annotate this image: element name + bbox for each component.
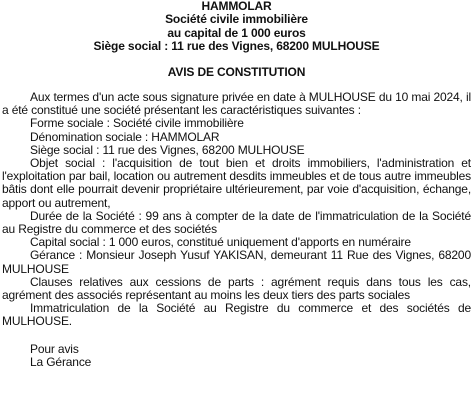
paragraph-registration: Immatriculation de la Société au Registre du commerce et des sociétés de MULHOUSE. <box>2 301 471 329</box>
paragraph-registered-office: Siège social : 11 rue des Vignes, 68200 MULHOUSE <box>30 142 305 157</box>
paragraph-intro: Aux termes d'un acte sous signature privée en date à MULHOUSE du 10 mai 2024, il a été constitué une société présentant les caractéristiques suivantes : <box>2 90 471 118</box>
company-name: HAMMOLAR <box>201 0 272 13</box>
signature-line-gerance: La Gérance <box>30 355 92 370</box>
notice-header <box>2 0 471 54</box>
signature-block <box>2 343 471 370</box>
notice-title: AVIS DE CONSTITUTION <box>167 64 306 79</box>
paragraph-management: Gérance : Monsieur Joseph Yusuf YAKISAN, demeurant 11 Rue des Vignes, 68200 MULHOUSE <box>2 248 471 276</box>
registered-office: Siège social : 11 rue des Vignes, 68200 MULHOUSE <box>93 39 380 54</box>
notice-body <box>2 91 471 329</box>
company-form: Société civile immobilière <box>165 12 308 27</box>
paragraph-share-capital: Capital social : 1 000 euros, constitué uniquement d'apports en numéraire <box>30 235 411 250</box>
signature-line-pour-avis: Pour avis <box>30 341 79 356</box>
paragraph-company-name: Dénomination sociale : HAMMOLAR <box>30 129 220 144</box>
paragraph-share-transfer: Clauses relatives aux cessions de parts : agrément requis dans tous les cas, agrément des associés représentant au moins les deux tiers des parts sociales <box>2 274 471 303</box>
paragraph-legal-form: Forme sociale : Société civile immobilière <box>30 116 244 131</box>
paragraph-duration: Durée de la Société : 99 ans à compter de la date de l'immatriculation de la Société au Registre du commerce et des sociétés <box>2 208 471 237</box>
company-capital: au capital de 1 000 euros <box>167 25 306 40</box>
paragraph-corporate-purpose: Objet social : l'acquisition de tout bien et droits immobiliers, l'administration et l'exploitation par bail, location ou autrement desdits immeubles et de tous autre immeubles bâtis dont elle pourrait devenir propriétaire ultérieurement, par voie d'acquisition, échange, apport ou autrement, <box>2 156 471 210</box>
